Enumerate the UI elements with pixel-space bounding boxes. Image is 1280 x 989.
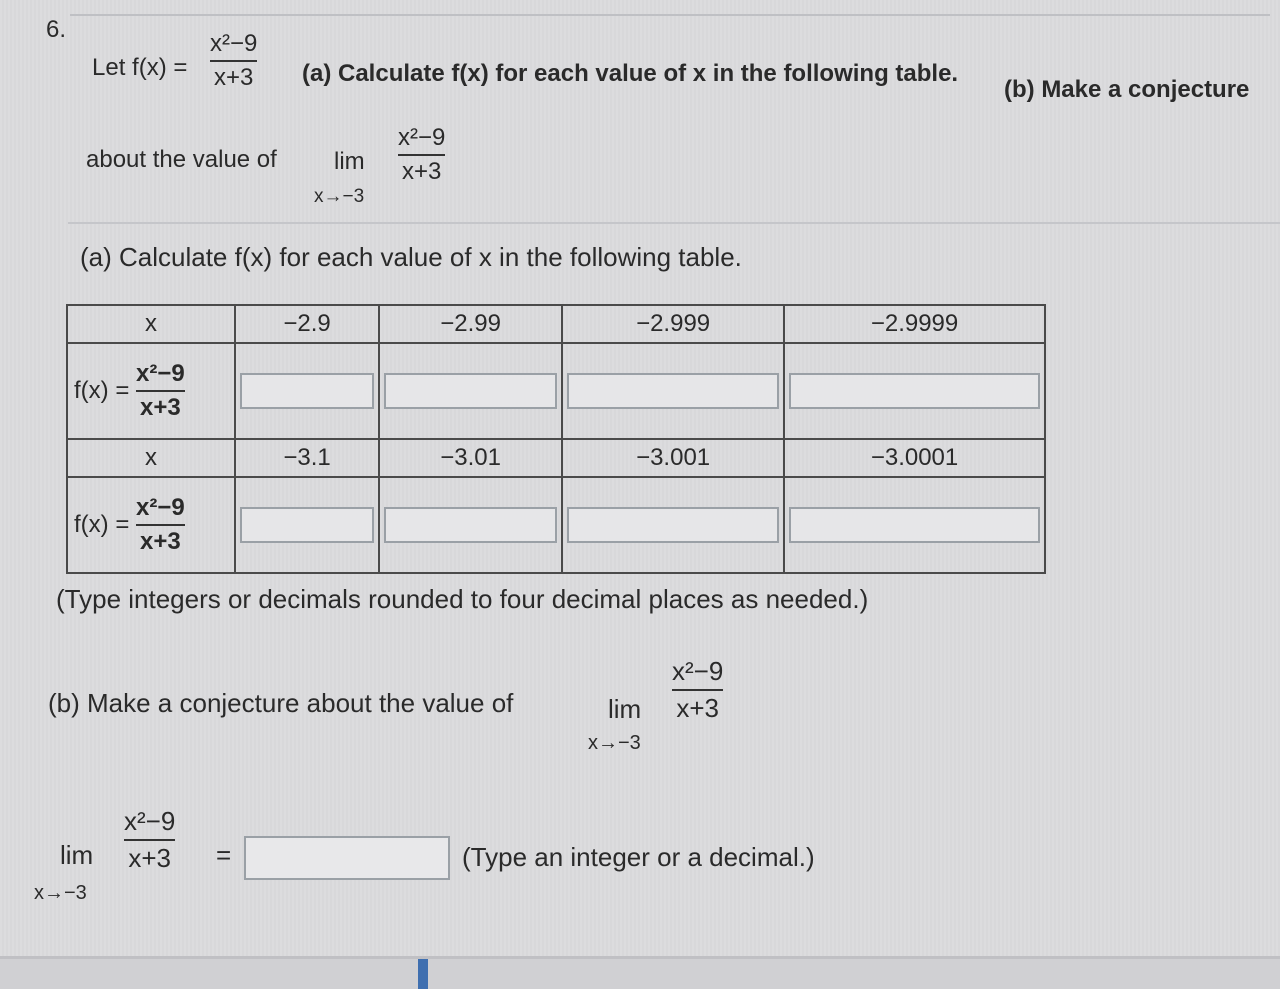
answer-fraction [124,806,175,874]
let-label: Let f(x) = [92,54,188,81]
part-b-lim: lim [608,694,642,724]
intro-text-a [302,60,958,88]
table-row [67,439,1045,477]
answer-numerator: x²−9 [124,806,176,836]
intro-lim-denominator: x+3 [401,158,442,185]
part-b-note: (Type an integer or a decimal.) [462,842,815,872]
x-value: −3.0001 [784,439,1045,477]
part-b-heading: (b) Make a conjecture about the value of [48,688,514,718]
fraction-bar [210,60,257,62]
fraction-bar [672,689,723,691]
fx-header [67,343,235,439]
fx-input[interactable] [789,373,1040,409]
intro-text-b [1004,76,1249,104]
fx-numerator: x²−9 [136,360,185,387]
part-a-note: (Type integers or decimals rounded to four decimal places as needed.) [56,584,869,614]
intro-lim-numerator: x²−9 [398,124,446,151]
fx-input[interactable] [384,373,557,409]
fx-cell [784,477,1045,573]
values-table [66,304,1046,574]
fx-cell [562,343,784,439]
fx-cell [235,343,379,439]
fx-cell [379,343,562,439]
fx-input[interactable] [240,507,374,543]
fx-input[interactable] [789,507,1040,543]
limit-answer-input[interactable] [244,836,450,880]
intro-part-a: (a) Calculate f(x) for each value of x in the following table. [302,60,959,87]
intro-line2: about the value of [86,146,277,173]
fx-cell [235,477,379,573]
fx-denominator: x+3 [140,394,181,421]
x-value: −2.9999 [784,305,1045,343]
fx-input[interactable] [567,507,779,543]
answer-lim-sub: x→−3 [34,882,87,904]
x-value: −2.999 [562,305,784,343]
fx-numerator: x²−9 [136,494,185,521]
fx-input[interactable] [384,507,557,543]
x-value: −3.001 [562,439,784,477]
answer-denominator: x+3 [128,843,171,873]
fx-cell [562,477,784,573]
intro-denominator: x+3 [213,64,254,91]
x-value: −2.99 [379,305,562,343]
intro-lim: lim [334,148,365,175]
fx-label: f(x) = [74,511,130,538]
fx-label: f(x) = [74,377,130,404]
answer-lim: lim [60,840,94,870]
problem-number: 6. [46,16,67,43]
scroll-indicator [418,959,428,989]
part-a-heading: (a) Calculate f(x) for each value of x in the following table. [80,242,742,272]
x-header: x [67,439,235,477]
fx-cell [784,343,1045,439]
x-value: −3.01 [379,439,562,477]
fraction-bar [398,154,445,156]
fx-header [67,477,235,573]
divider [70,14,1270,16]
part-b-fraction [672,656,723,724]
fx-input[interactable] [567,373,779,409]
x-value: −2.9 [235,305,379,343]
table-row [67,343,1045,439]
x-header: x [67,305,235,343]
part-b-denominator: x+3 [676,693,719,723]
intro-part-b: (b) Make a conjecture [1004,76,1250,103]
fx-denominator: x+3 [140,528,181,555]
fx-fraction [136,360,185,422]
intro-lim-fraction [398,124,445,186]
intro-lim-sub: x→−3 [314,186,365,207]
section-divider [68,222,1280,224]
fraction-bar [136,390,185,392]
part-b-lim-sub: x→−3 [588,732,641,754]
bottom-bar [0,956,1280,989]
part-b-numerator: x²−9 [672,656,724,686]
fx-input[interactable] [240,373,374,409]
x-value: −3.1 [235,439,379,477]
intro-fraction [210,30,257,92]
equals-sign: = [216,840,232,870]
table-row [67,477,1045,573]
table-row [67,305,1045,343]
fx-cell [379,477,562,573]
intro-numerator: x²−9 [210,30,258,57]
fraction-bar [124,839,175,841]
fraction-bar [136,524,185,526]
fx-fraction [136,494,185,556]
